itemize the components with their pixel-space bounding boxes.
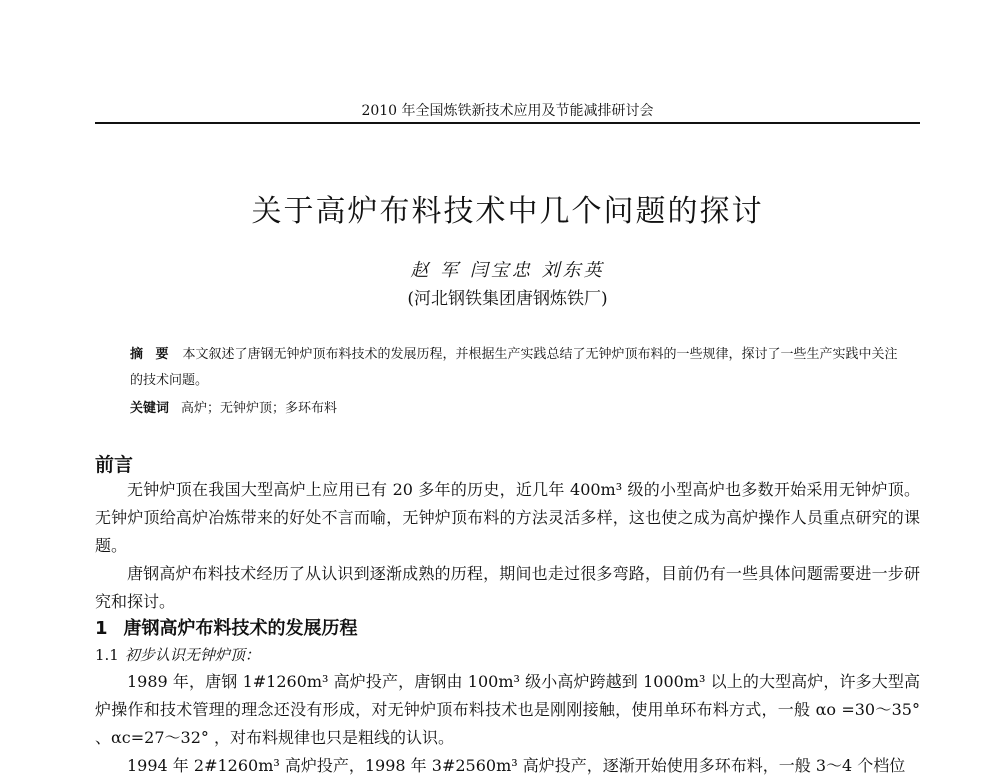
section-1-title: 唐钢高炉布料技术的发展历程 — [123, 618, 358, 639]
conference-header: 2010 年全国炼铁新技术应用及节能减排研讨会 — [361, 103, 654, 119]
keywords-label: 关键词 — [130, 401, 170, 416]
section-1-1-number: 1.1 — [95, 646, 119, 664]
affiliation: (河北钢铁集团唐钢炼铁厂) — [407, 289, 608, 309]
section-1-paragraph-2: 1994 年 2#1260m³ 高炉投产，1998 年 3#2560m³ 高炉投产，逐渐开始使用多环布料，一般 3～4 个档位 — [127, 756, 906, 775]
section-1-number: 1 — [95, 618, 108, 639]
abstract — [130, 342, 900, 394]
keywords-text: 高炉；无钟炉顶；多环布料 — [181, 401, 338, 416]
abstract-text: 本文叙述了唐钢无钟炉顶布料技术的发展历程，并根据生产实践总结了无钟炉顶布料的一些规律，探讨了一些生产实践中关注的技术问题。 — [130, 347, 898, 388]
preface-paragraph-1: 无钟炉顶在我国大型高炉上应用已有 20 多年的历史，近几年 400m³ 级的小型高炉也多数开始采用无钟炉顶。无钟炉顶给高炉冶炼带来的好处不言而喻，无钟炉顶布料的方法灵活多样，这也使之成为高炉操作人员重点研究的课题。 — [95, 480, 920, 555]
preface-paragraph-2: 唐钢高炉布料技术经历了从认识到逐渐成熟的历程，期间也走过很多弯路，目前仍有一些具体问题需要进一步研究和探讨。 — [95, 564, 920, 611]
header-rule — [95, 122, 920, 124]
abstract-label: 摘 要 — [130, 347, 173, 362]
section-1-paragraph-1: 1989 年，唐钢 1#1260m³ 高炉投产，唐钢由 100m³ 级小高炉跨越到 1000m³ 以上的大型高炉，许多大型高炉操作和技术管理的理念还没有形成，对无钟炉顶布料技术也是刚刚接触，使用单环布料方式，一般 αo =30～35° 、αc=27～32° ，对布料规律也只是粗线的认识。 — [95, 672, 920, 747]
section-1-1-title: 初步认识无钟炉顶： — [124, 646, 260, 664]
paper-title: 关于高炉布料技术中几个问题的探讨 — [251, 194, 764, 229]
preface-heading: 前言 — [95, 454, 134, 476]
section-1-1-heading — [95, 644, 260, 665]
section-1-heading — [95, 614, 358, 640]
authors: 赵 军 闫宝忠 刘东英 — [410, 260, 605, 281]
keywords — [130, 396, 900, 422]
